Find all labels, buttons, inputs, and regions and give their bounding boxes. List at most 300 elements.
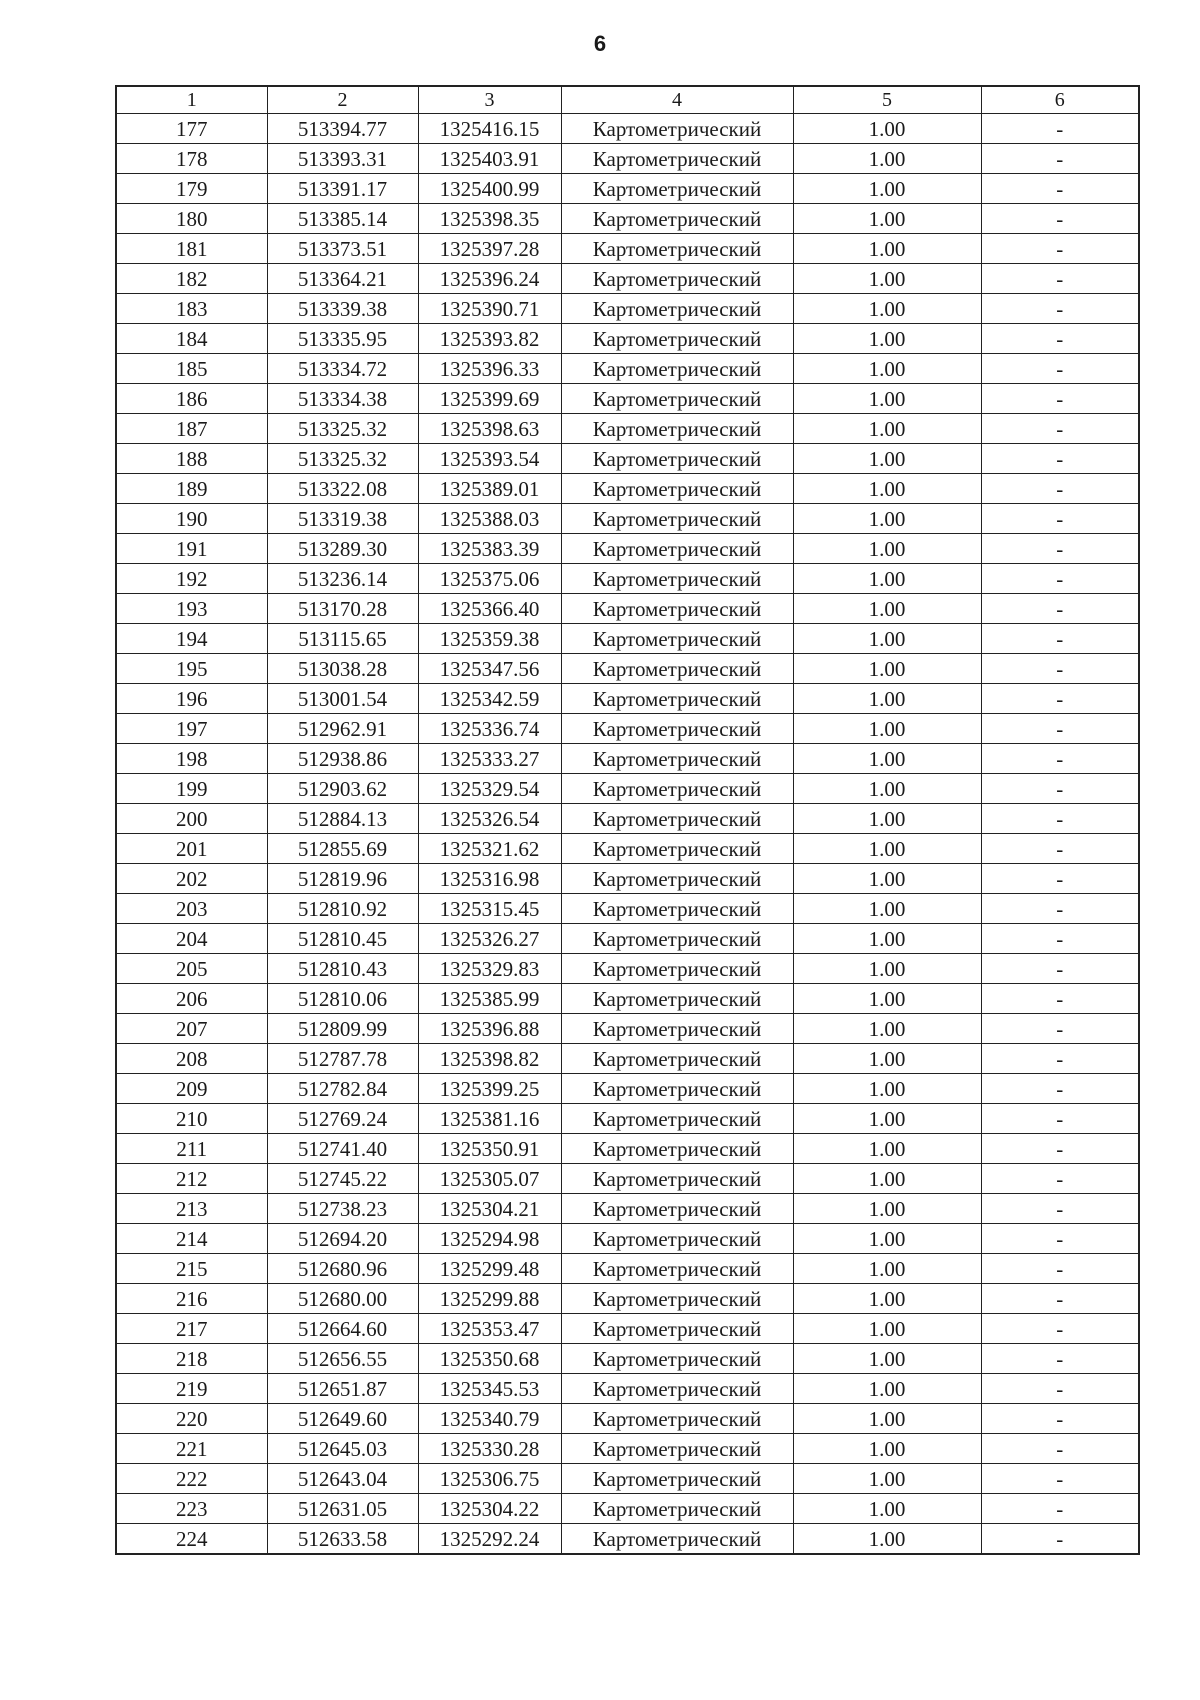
x-coordinate-cell: 512810.06 <box>267 984 418 1014</box>
y-coordinate-cell: 1325398.35 <box>418 204 561 234</box>
accuracy-cell: 1.00 <box>793 714 981 744</box>
table-row <box>116 144 1139 174</box>
y-coordinate-cell: 1325353.47 <box>418 1314 561 1344</box>
method-cell: Картометрический <box>561 834 793 864</box>
table-row <box>116 1224 1139 1254</box>
method-cell: Картометрический <box>561 954 793 984</box>
table-row <box>116 1404 1139 1434</box>
table-row <box>116 654 1139 684</box>
x-coordinate-cell: 512741.40 <box>267 1134 418 1164</box>
point-number-cell: 219 <box>116 1374 267 1404</box>
accuracy-cell: 1.00 <box>793 924 981 954</box>
note-cell: - <box>981 534 1139 564</box>
accuracy-cell: 1.00 <box>793 654 981 684</box>
x-coordinate-cell: 512745.22 <box>267 1164 418 1194</box>
accuracy-cell: 1.00 <box>793 264 981 294</box>
method-cell: Картометрический <box>561 594 793 624</box>
point-number-cell: 185 <box>116 354 267 384</box>
x-coordinate-cell: 513170.28 <box>267 594 418 624</box>
point-number-cell: 179 <box>116 174 267 204</box>
x-coordinate-cell: 512809.99 <box>267 1014 418 1044</box>
x-coordinate-cell: 513364.21 <box>267 264 418 294</box>
x-coordinate-cell: 512645.03 <box>267 1434 418 1464</box>
table-row <box>116 954 1139 984</box>
note-cell: - <box>981 324 1139 354</box>
note-cell: - <box>981 1404 1139 1434</box>
accuracy-cell: 1.00 <box>793 174 981 204</box>
table-row <box>116 234 1139 264</box>
method-cell: Картометрический <box>561 534 793 564</box>
y-coordinate-cell: 1325389.01 <box>418 474 561 504</box>
accuracy-cell: 1.00 <box>793 1434 981 1464</box>
y-coordinate-cell: 1325329.83 <box>418 954 561 984</box>
x-coordinate-cell: 513339.38 <box>267 294 418 324</box>
accuracy-cell: 1.00 <box>793 534 981 564</box>
x-coordinate-cell: 512643.04 <box>267 1464 418 1494</box>
table-row <box>116 534 1139 564</box>
note-cell: - <box>981 294 1139 324</box>
method-cell: Картометрический <box>561 654 793 684</box>
table-row <box>116 1044 1139 1074</box>
accuracy-cell: 1.00 <box>793 744 981 774</box>
method-cell: Картометрический <box>561 1284 793 1314</box>
x-coordinate-cell: 512810.92 <box>267 894 418 924</box>
x-coordinate-cell: 513334.38 <box>267 384 418 414</box>
table-row <box>116 774 1139 804</box>
accuracy-cell: 1.00 <box>793 1164 981 1194</box>
x-coordinate-cell: 513001.54 <box>267 684 418 714</box>
method-cell: Картометрический <box>561 1044 793 1074</box>
note-cell: - <box>981 234 1139 264</box>
table-row <box>116 504 1139 534</box>
y-coordinate-cell: 1325336.74 <box>418 714 561 744</box>
point-number-cell: 205 <box>116 954 267 984</box>
y-coordinate-cell: 1325393.54 <box>418 444 561 474</box>
table-row <box>116 1314 1139 1344</box>
note-cell: - <box>981 954 1139 984</box>
y-coordinate-cell: 1325326.54 <box>418 804 561 834</box>
table-row <box>116 834 1139 864</box>
accuracy-cell: 1.00 <box>793 834 981 864</box>
y-coordinate-cell: 1325396.24 <box>418 264 561 294</box>
note-cell: - <box>981 114 1139 144</box>
table-row <box>116 924 1139 954</box>
x-coordinate-cell: 512782.84 <box>267 1074 418 1104</box>
table-row <box>116 624 1139 654</box>
y-coordinate-cell: 1325400.99 <box>418 174 561 204</box>
x-coordinate-cell: 512855.69 <box>267 834 418 864</box>
table-row <box>116 564 1139 594</box>
table-row <box>116 594 1139 624</box>
point-number-cell: 221 <box>116 1434 267 1464</box>
x-coordinate-cell: 512938.86 <box>267 744 418 774</box>
x-coordinate-cell: 512633.58 <box>267 1524 418 1555</box>
accuracy-cell: 1.00 <box>793 414 981 444</box>
x-coordinate-cell: 513335.95 <box>267 324 418 354</box>
table-row <box>116 324 1139 354</box>
method-cell: Картометрический <box>561 474 793 504</box>
y-coordinate-cell: 1325403.91 <box>418 144 561 174</box>
y-coordinate-cell: 1325316.98 <box>418 864 561 894</box>
table-row <box>116 1074 1139 1104</box>
x-coordinate-cell: 513334.72 <box>267 354 418 384</box>
y-coordinate-cell: 1325350.91 <box>418 1134 561 1164</box>
accuracy-cell: 1.00 <box>793 1224 981 1254</box>
note-cell: - <box>981 1224 1139 1254</box>
method-cell: Картометрический <box>561 1524 793 1555</box>
y-coordinate-cell: 1325315.45 <box>418 894 561 924</box>
accuracy-cell: 1.00 <box>793 1254 981 1284</box>
point-number-cell: 212 <box>116 1164 267 1194</box>
table-row <box>116 1194 1139 1224</box>
point-number-cell: 183 <box>116 294 267 324</box>
method-cell: Картометрический <box>561 1404 793 1434</box>
note-cell: - <box>981 834 1139 864</box>
x-coordinate-cell: 513394.77 <box>267 114 418 144</box>
point-number-cell: 193 <box>116 594 267 624</box>
table-row <box>116 894 1139 924</box>
y-coordinate-cell: 1325306.75 <box>418 1464 561 1494</box>
y-coordinate-cell: 1325385.99 <box>418 984 561 1014</box>
note-cell: - <box>981 1014 1139 1044</box>
method-cell: Картометрический <box>561 1194 793 1224</box>
method-cell: Картометрический <box>561 444 793 474</box>
method-cell: Картометрический <box>561 804 793 834</box>
y-coordinate-cell: 1325294.98 <box>418 1224 561 1254</box>
x-coordinate-cell: 513391.17 <box>267 174 418 204</box>
accuracy-cell: 1.00 <box>793 324 981 354</box>
y-coordinate-cell: 1325396.33 <box>418 354 561 384</box>
point-number-cell: 224 <box>116 1524 267 1555</box>
table-row <box>116 294 1139 324</box>
table-row <box>116 684 1139 714</box>
method-cell: Картометрический <box>561 234 793 264</box>
accuracy-cell: 1.00 <box>793 684 981 714</box>
accuracy-cell: 1.00 <box>793 1074 981 1104</box>
y-coordinate-cell: 1325304.21 <box>418 1194 561 1224</box>
point-number-cell: 197 <box>116 714 267 744</box>
table-row <box>116 1134 1139 1164</box>
y-coordinate-cell: 1325304.22 <box>418 1494 561 1524</box>
y-coordinate-cell: 1325381.16 <box>418 1104 561 1134</box>
note-cell: - <box>981 1284 1139 1314</box>
note-cell: - <box>981 1254 1139 1284</box>
accuracy-cell: 1.00 <box>793 144 981 174</box>
note-cell: - <box>981 924 1139 954</box>
method-cell: Картометрический <box>561 924 793 954</box>
point-number-cell: 196 <box>116 684 267 714</box>
note-cell: - <box>981 1314 1139 1344</box>
y-coordinate-cell: 1325340.79 <box>418 1404 561 1434</box>
point-number-cell: 201 <box>116 834 267 864</box>
table-row <box>116 984 1139 1014</box>
point-number-cell: 181 <box>116 234 267 264</box>
note-cell: - <box>981 504 1139 534</box>
accuracy-cell: 1.00 <box>793 204 981 234</box>
table-row <box>116 1104 1139 1134</box>
point-number-cell: 192 <box>116 564 267 594</box>
note-cell: - <box>981 1104 1139 1134</box>
accuracy-cell: 1.00 <box>793 954 981 984</box>
note-cell: - <box>981 144 1139 174</box>
table-row <box>116 204 1139 234</box>
x-coordinate-cell: 512738.23 <box>267 1194 418 1224</box>
header-cell-col-6: 6 <box>981 86 1139 114</box>
y-coordinate-cell: 1325359.38 <box>418 624 561 654</box>
x-coordinate-cell: 513319.38 <box>267 504 418 534</box>
y-coordinate-cell: 1325398.63 <box>418 414 561 444</box>
method-cell: Картометрический <box>561 144 793 174</box>
table-row <box>116 474 1139 504</box>
note-cell: - <box>981 1464 1139 1494</box>
accuracy-cell: 1.00 <box>793 234 981 264</box>
accuracy-cell: 1.00 <box>793 504 981 534</box>
coordinates-table <box>115 85 1140 1555</box>
note-cell: - <box>981 1344 1139 1374</box>
point-number-cell: 211 <box>116 1134 267 1164</box>
method-cell: Картометрический <box>561 1434 793 1464</box>
y-coordinate-cell: 1325329.54 <box>418 774 561 804</box>
x-coordinate-cell: 513373.51 <box>267 234 418 264</box>
point-number-cell: 215 <box>116 1254 267 1284</box>
header-cell-col-1: 1 <box>116 86 267 114</box>
note-cell: - <box>981 1434 1139 1464</box>
accuracy-cell: 1.00 <box>793 1104 981 1134</box>
note-cell: - <box>981 354 1139 384</box>
x-coordinate-cell: 513385.14 <box>267 204 418 234</box>
method-cell: Картометрический <box>561 744 793 774</box>
x-coordinate-cell: 512656.55 <box>267 1344 418 1374</box>
y-coordinate-cell: 1325347.56 <box>418 654 561 684</box>
x-coordinate-cell: 512787.78 <box>267 1044 418 1074</box>
method-cell: Картометрический <box>561 624 793 654</box>
point-number-cell: 210 <box>116 1104 267 1134</box>
accuracy-cell: 1.00 <box>793 1374 981 1404</box>
table-header <box>116 86 1139 114</box>
accuracy-cell: 1.00 <box>793 594 981 624</box>
note-cell: - <box>981 384 1139 414</box>
method-cell: Картометрический <box>561 894 793 924</box>
point-number-cell: 177 <box>116 114 267 144</box>
point-number-cell: 178 <box>116 144 267 174</box>
note-cell: - <box>981 654 1139 684</box>
point-number-cell: 180 <box>116 204 267 234</box>
header-row <box>116 86 1139 114</box>
note-cell: - <box>981 474 1139 504</box>
point-number-cell: 213 <box>116 1194 267 1224</box>
note-cell: - <box>981 564 1139 594</box>
point-number-cell: 223 <box>116 1494 267 1524</box>
table-row <box>116 744 1139 774</box>
point-number-cell: 216 <box>116 1284 267 1314</box>
accuracy-cell: 1.00 <box>793 1014 981 1044</box>
table-row <box>116 1164 1139 1194</box>
x-coordinate-cell: 512810.43 <box>267 954 418 984</box>
table-row <box>116 1464 1139 1494</box>
point-number-cell: 188 <box>116 444 267 474</box>
point-number-cell: 200 <box>116 804 267 834</box>
x-coordinate-cell: 512962.91 <box>267 714 418 744</box>
table-row <box>116 354 1139 384</box>
point-number-cell: 217 <box>116 1314 267 1344</box>
method-cell: Картометрический <box>561 114 793 144</box>
table-row <box>116 114 1139 144</box>
point-number-cell: 222 <box>116 1464 267 1494</box>
point-number-cell: 189 <box>116 474 267 504</box>
point-number-cell: 194 <box>116 624 267 654</box>
note-cell: - <box>981 774 1139 804</box>
method-cell: Картометрический <box>561 1104 793 1134</box>
note-cell: - <box>981 984 1139 1014</box>
x-coordinate-cell: 512884.13 <box>267 804 418 834</box>
method-cell: Картометрический <box>561 1464 793 1494</box>
x-coordinate-cell: 513289.30 <box>267 534 418 564</box>
x-coordinate-cell: 512769.24 <box>267 1104 418 1134</box>
note-cell: - <box>981 624 1139 654</box>
x-coordinate-cell: 513236.14 <box>267 564 418 594</box>
accuracy-cell: 1.00 <box>793 894 981 924</box>
x-coordinate-cell: 512680.96 <box>267 1254 418 1284</box>
accuracy-cell: 1.00 <box>793 1524 981 1555</box>
accuracy-cell: 1.00 <box>793 1404 981 1434</box>
accuracy-cell: 1.00 <box>793 1314 981 1344</box>
note-cell: - <box>981 804 1139 834</box>
point-number-cell: 187 <box>116 414 267 444</box>
y-coordinate-cell: 1325388.03 <box>418 504 561 534</box>
method-cell: Картометрический <box>561 1134 793 1164</box>
accuracy-cell: 1.00 <box>793 1494 981 1524</box>
y-coordinate-cell: 1325292.24 <box>418 1524 561 1555</box>
x-coordinate-cell: 512694.20 <box>267 1224 418 1254</box>
note-cell: - <box>981 1374 1139 1404</box>
accuracy-cell: 1.00 <box>793 384 981 414</box>
y-coordinate-cell: 1325393.82 <box>418 324 561 354</box>
accuracy-cell: 1.00 <box>793 1464 981 1494</box>
y-coordinate-cell: 1325399.69 <box>418 384 561 414</box>
table-row <box>116 414 1139 444</box>
table-row <box>116 864 1139 894</box>
accuracy-cell: 1.00 <box>793 804 981 834</box>
method-cell: Картометрический <box>561 504 793 534</box>
y-coordinate-cell: 1325375.06 <box>418 564 561 594</box>
method-cell: Картометрический <box>561 1254 793 1284</box>
method-cell: Картометрический <box>561 264 793 294</box>
note-cell: - <box>981 684 1139 714</box>
note-cell: - <box>981 444 1139 474</box>
method-cell: Картометрический <box>561 714 793 744</box>
accuracy-cell: 1.00 <box>793 1344 981 1374</box>
note-cell: - <box>981 894 1139 924</box>
x-coordinate-cell: 512649.60 <box>267 1404 418 1434</box>
y-coordinate-cell: 1325345.53 <box>418 1374 561 1404</box>
point-number-cell: 208 <box>116 1044 267 1074</box>
note-cell: - <box>981 1164 1139 1194</box>
table-row <box>116 174 1139 204</box>
y-coordinate-cell: 1325399.25 <box>418 1074 561 1104</box>
method-cell: Картометрический <box>561 1374 793 1404</box>
x-coordinate-cell: 512903.62 <box>267 774 418 804</box>
table-row <box>116 714 1139 744</box>
y-coordinate-cell: 1325326.27 <box>418 924 561 954</box>
accuracy-cell: 1.00 <box>793 294 981 324</box>
table-body <box>116 114 1139 1555</box>
note-cell: - <box>981 594 1139 624</box>
table-row <box>116 1344 1139 1374</box>
point-number-cell: 199 <box>116 774 267 804</box>
table-row <box>116 264 1139 294</box>
accuracy-cell: 1.00 <box>793 1194 981 1224</box>
method-cell: Картометрический <box>561 684 793 714</box>
table-row <box>116 1254 1139 1284</box>
method-cell: Картометрический <box>561 774 793 804</box>
y-coordinate-cell: 1325333.27 <box>418 744 561 774</box>
method-cell: Картометрический <box>561 1014 793 1044</box>
y-coordinate-cell: 1325330.28 <box>418 1434 561 1464</box>
y-coordinate-cell: 1325366.40 <box>418 594 561 624</box>
point-number-cell: 198 <box>116 744 267 774</box>
method-cell: Картометрический <box>561 564 793 594</box>
point-number-cell: 220 <box>116 1404 267 1434</box>
accuracy-cell: 1.00 <box>793 1134 981 1164</box>
x-coordinate-cell: 513325.32 <box>267 444 418 474</box>
point-number-cell: 214 <box>116 1224 267 1254</box>
y-coordinate-cell: 1325416.15 <box>418 114 561 144</box>
table-row <box>116 384 1139 414</box>
table-row <box>116 1524 1139 1555</box>
table-row <box>116 804 1139 834</box>
accuracy-cell: 1.00 <box>793 564 981 594</box>
y-coordinate-cell: 1325299.88 <box>418 1284 561 1314</box>
method-cell: Картометрический <box>561 354 793 384</box>
method-cell: Картометрический <box>561 324 793 354</box>
method-cell: Картометрический <box>561 1074 793 1104</box>
x-coordinate-cell: 513393.31 <box>267 144 418 174</box>
note-cell: - <box>981 1044 1139 1074</box>
y-coordinate-cell: 1325390.71 <box>418 294 561 324</box>
table-row <box>116 1014 1139 1044</box>
note-cell: - <box>981 1074 1139 1104</box>
x-coordinate-cell: 512819.96 <box>267 864 418 894</box>
accuracy-cell: 1.00 <box>793 444 981 474</box>
point-number-cell: 206 <box>116 984 267 1014</box>
note-cell: - <box>981 864 1139 894</box>
method-cell: Картометрический <box>561 1314 793 1344</box>
point-number-cell: 195 <box>116 654 267 684</box>
method-cell: Картометрический <box>561 384 793 414</box>
point-number-cell: 204 <box>116 924 267 954</box>
note-cell: - <box>981 264 1139 294</box>
point-number-cell: 186 <box>116 384 267 414</box>
point-number-cell: 207 <box>116 1014 267 1044</box>
accuracy-cell: 1.00 <box>793 354 981 384</box>
note-cell: - <box>981 174 1139 204</box>
page-number: 6 <box>593 31 607 56</box>
point-number-cell: 209 <box>116 1074 267 1104</box>
method-cell: Картометрический <box>561 1224 793 1254</box>
table-row <box>116 1494 1139 1524</box>
table-row <box>116 1284 1139 1314</box>
point-number-cell: 218 <box>116 1344 267 1374</box>
method-cell: Картометрический <box>561 1164 793 1194</box>
x-coordinate-cell: 512631.05 <box>267 1494 418 1524</box>
y-coordinate-cell: 1325396.88 <box>418 1014 561 1044</box>
x-coordinate-cell: 513322.08 <box>267 474 418 504</box>
y-coordinate-cell: 1325299.48 <box>418 1254 561 1284</box>
x-coordinate-cell: 512680.00 <box>267 1284 418 1314</box>
point-number-cell: 190 <box>116 504 267 534</box>
x-coordinate-cell: 513115.65 <box>267 624 418 654</box>
method-cell: Картометрический <box>561 864 793 894</box>
